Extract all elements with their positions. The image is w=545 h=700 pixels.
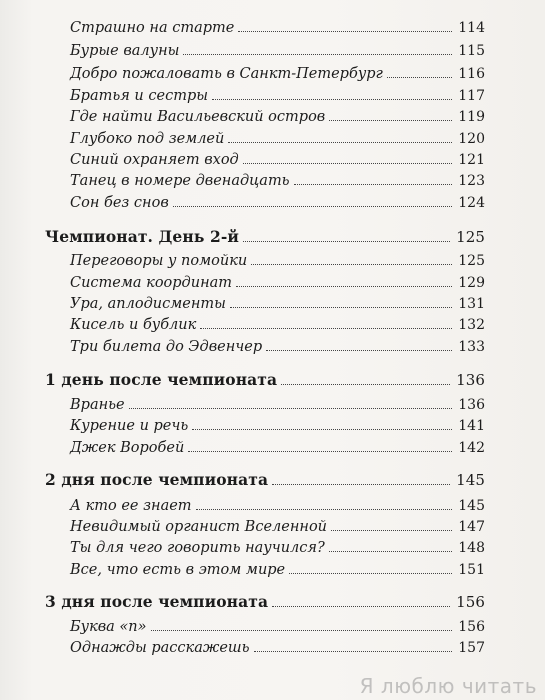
toc-page-number: 151 xyxy=(458,562,485,578)
dot-leader xyxy=(151,630,453,631)
dot-leader xyxy=(238,31,452,32)
toc-page-number: 125 xyxy=(458,253,485,269)
toc-page-number: 131 xyxy=(458,296,485,312)
toc-page-number: 117 xyxy=(458,88,485,104)
toc-entry-title: Глубоко под землей xyxy=(70,131,225,147)
dot-leader xyxy=(294,184,453,185)
dot-leader xyxy=(254,651,453,652)
dot-leader xyxy=(329,551,452,552)
toc-section xyxy=(45,370,485,389)
dot-leader xyxy=(188,451,452,452)
toc-entry-title: А кто ее знает xyxy=(70,498,192,514)
dot-leader xyxy=(387,77,452,78)
toc-page-number: 133 xyxy=(458,339,485,355)
toc-entry xyxy=(70,152,485,168)
toc-page-number: 125 xyxy=(456,228,485,246)
toc-entry xyxy=(70,397,485,413)
toc-section xyxy=(45,227,485,246)
toc-page-number: 121 xyxy=(458,152,485,168)
toc-entry xyxy=(70,640,485,656)
dot-leader xyxy=(200,328,452,329)
dot-leader xyxy=(228,142,452,143)
dot-leader xyxy=(236,286,452,287)
toc-entry-title: Братья и сестры xyxy=(70,88,209,104)
toc-page-number: 156 xyxy=(456,593,485,611)
dot-leader xyxy=(243,241,450,242)
toc-page-number: 116 xyxy=(458,66,485,82)
dot-leader xyxy=(192,429,452,430)
toc-page-number: 124 xyxy=(458,195,485,211)
dot-leader xyxy=(212,99,452,100)
watermark-text: Я люблю читать xyxy=(359,674,537,698)
toc-entry-title: Танец в номере двенадцать xyxy=(70,173,290,189)
toc-entry xyxy=(70,418,485,434)
toc-page-number: 136 xyxy=(456,371,485,389)
dot-leader xyxy=(266,350,452,351)
toc-entry-title: Где найти Васильевский остров xyxy=(70,109,326,125)
toc-entry-title: Синий охраняет вход xyxy=(70,152,239,168)
toc-entry xyxy=(70,519,485,535)
toc-entry xyxy=(70,253,485,269)
toc-page-number: 136 xyxy=(458,397,485,413)
toc-entry xyxy=(70,131,485,147)
toc-page-number: 114 xyxy=(458,20,485,36)
dot-leader xyxy=(183,54,452,55)
dot-leader xyxy=(281,384,450,385)
toc-entry-title: Бурые валуны xyxy=(70,43,180,59)
toc-entry-title: Ура, аплодисменты xyxy=(70,296,226,312)
toc-entry xyxy=(70,20,485,36)
dot-leader xyxy=(129,408,453,409)
toc-entry-title: Страшно на старте xyxy=(70,20,235,36)
toc-entry xyxy=(70,88,485,104)
toc-page-number: 119 xyxy=(458,109,485,125)
toc-entry-title: Джек Воробей xyxy=(70,440,185,456)
toc-entry xyxy=(70,619,485,635)
toc-page-number: 141 xyxy=(458,418,485,434)
toc-page-number: 129 xyxy=(458,275,485,291)
toc-page-number: 148 xyxy=(458,540,485,556)
toc-page-number: 145 xyxy=(456,471,485,489)
toc-entry xyxy=(70,498,485,514)
toc-entry xyxy=(70,540,485,556)
dot-leader xyxy=(173,206,452,207)
toc-page-number: 156 xyxy=(458,619,485,635)
dot-leader xyxy=(272,484,450,485)
dot-leader xyxy=(272,606,450,607)
toc-page-number: 123 xyxy=(458,173,485,189)
toc-entry xyxy=(70,562,485,578)
dot-leader xyxy=(289,573,452,574)
toc-entry xyxy=(70,317,485,333)
dot-leader xyxy=(331,530,452,531)
toc-section xyxy=(45,470,485,489)
toc-page-number: 132 xyxy=(458,317,485,333)
toc-entry-title: Переговоры у помойки xyxy=(70,253,248,269)
toc-entry-title: Буква «п» xyxy=(70,619,147,635)
toc-section-title: 2 дня после чемпионата xyxy=(45,470,269,489)
toc-page-number: 157 xyxy=(458,640,485,656)
toc-entry-title: Кисель и бублик xyxy=(70,317,197,333)
toc-page-number: 145 xyxy=(458,498,485,514)
dot-leader xyxy=(329,120,452,121)
dot-leader xyxy=(230,307,452,308)
toc-entry xyxy=(70,109,485,125)
toc-page-number: 115 xyxy=(458,43,485,59)
toc-page-number: 142 xyxy=(458,440,485,456)
dot-leader xyxy=(243,163,453,164)
toc-entry xyxy=(70,275,485,291)
toc-entry-title: Курение и речь xyxy=(70,418,189,434)
toc-page-number: 120 xyxy=(458,131,485,147)
toc-entry-title: Все, что есть в этом мире xyxy=(70,562,286,578)
toc-entry xyxy=(70,339,485,355)
dot-leader xyxy=(251,264,452,265)
toc-entry-title: Однажды расскажешь xyxy=(70,640,250,656)
toc-entry xyxy=(70,43,485,59)
toc-section xyxy=(45,592,485,611)
toc-entry xyxy=(70,195,485,211)
dot-leader xyxy=(196,509,453,510)
toc-entry-title: Невидимый органист Вселенной xyxy=(70,519,328,535)
toc-section-title: 3 дня после чемпионата xyxy=(45,592,269,611)
toc-entry-title: Система координат xyxy=(70,275,233,291)
toc-entry xyxy=(70,440,485,456)
toc-entry-title: Сон без снов xyxy=(70,195,169,211)
toc-entry xyxy=(70,66,485,82)
toc-entry xyxy=(70,296,485,312)
toc-entry-title: Вранье xyxy=(70,397,125,413)
toc-section-title: Чемпионат. День 2-й xyxy=(45,227,239,246)
toc-entry xyxy=(70,173,485,189)
toc-entry-title: Ты для чего говорить научился? xyxy=(70,540,325,556)
toc-section-title: 1 день после чемпионата xyxy=(45,370,278,389)
toc-entry-title: Добро пожаловать в Санкт-Петербург xyxy=(70,66,383,82)
toc-entry-title: Три билета до Эдвенчер xyxy=(70,339,263,355)
toc-page-number: 147 xyxy=(458,519,485,535)
